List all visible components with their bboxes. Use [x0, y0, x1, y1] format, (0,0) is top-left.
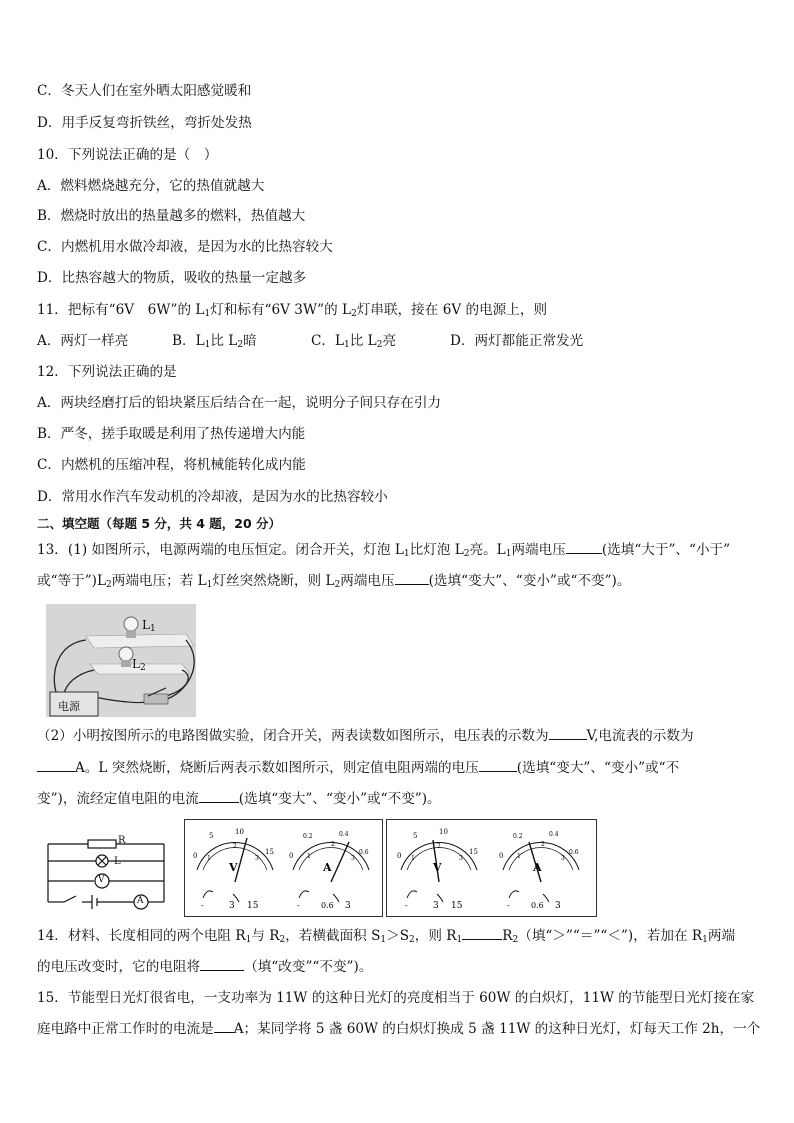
- q11-option-d: D．两灯都能正常发光: [450, 333, 584, 349]
- answer-blank[interactable]: [549, 726, 587, 740]
- schematic-label-l: L: [114, 856, 121, 867]
- photo-label-l2: $L_2$: [132, 657, 146, 673]
- svg-text:0.6: 0.6: [321, 901, 334, 910]
- meters-after: [386, 819, 597, 917]
- answer-blank[interactable]: [200, 957, 244, 971]
- q15-line1: 15．节能型日光灯很省电，一支功率为 11W 的这种日光灯的亮度相当于 60W 的白炽灯，11W 的节能型日光灯接在家: [37, 990, 755, 1006]
- svg-text:1: 1: [517, 853, 521, 860]
- q10-option-d: D．比热容越大的物质，吸收的热量一定越多: [37, 270, 307, 286]
- svg-text:15: 15: [469, 848, 478, 856]
- q13-part2-line2: A。L 突然烧断，烧断后两表示数如图所示，则定值电阻两端的电压 (选填“变大”、“变小”或“不: [37, 758, 679, 778]
- svg-text:10: 10: [439, 828, 448, 836]
- svg-text:15: 15: [247, 901, 259, 911]
- svg-text:3: 3: [229, 901, 235, 911]
- svg-text:3: 3: [351, 855, 355, 862]
- q11-option-b: B．$L_1$比 $L_2$暗: [172, 333, 257, 350]
- svg-text:2: 2: [437, 843, 441, 850]
- ammeter-after: [495, 824, 587, 916]
- svg-text:0.6: 0.6: [569, 849, 579, 856]
- svg-text:-: -: [405, 901, 408, 910]
- svg-text:3: 3: [555, 901, 561, 911]
- q12-option-d: D．常用水作汽车发动机的冷却液，是因为水的比热容较小: [37, 489, 388, 505]
- circuit-photo: [46, 604, 196, 717]
- q13-part2-line3: 变”)，流经定值电阻的电流 (选填“变大”、“变小”或“不变”)。: [37, 791, 441, 807]
- q14-line1: 14．材料、长度相同的两个电阻 $R_1$与 $R_2$，若横截面积 $S_1>S_2$，则 $R_1$ $R_2$（填“＞”“＝”“＜”)，若加在 $R_1$两端: [37, 928, 736, 945]
- q11-option-a: A．两灯一样亮: [37, 333, 129, 349]
- q15-line2: 庭电路中正常工作时的电流是 A；某同学将 5 盏 60W 的白炽灯换成 5 盏 11W 的这种日光灯，灯每天工作 2h，一个: [37, 1021, 761, 1037]
- section-title: 二、填空题（每题 5 分，共 4 题，20 分）: [37, 516, 282, 531]
- voltmeter-dial: [393, 824, 485, 912]
- ammeter-dial: [285, 824, 377, 912]
- answer-blank[interactable]: [199, 789, 239, 803]
- q10-option-c: C．内燃机用水做冷却液，是因为水的比热容较大: [37, 239, 333, 255]
- q12-option-b: B．严冬，搓手取暖是利用了热传递增大内能: [37, 426, 306, 442]
- ammeter-before: [285, 824, 377, 916]
- svg-text:5: 5: [413, 832, 418, 840]
- schematic-label-r: R: [118, 835, 126, 846]
- q10-stem: 10．下列说法正确的是（ ）: [37, 147, 218, 163]
- svg-text:-: -: [507, 901, 510, 910]
- q13-part2-line1: （2）小明按图所示的电路图做实验，闭合开关，两表读数如图所示，电压表的示数为 V,电流表的示数为: [37, 728, 694, 744]
- svg-text:A: A: [533, 861, 542, 874]
- q9-option-d: D．用手反复弯折铁丝，弯折处发热: [37, 115, 252, 131]
- svg-text:2: 2: [331, 841, 335, 848]
- svg-text:3: 3: [433, 901, 439, 911]
- svg-text:15: 15: [451, 901, 463, 911]
- ammeter-letter: A: [323, 861, 332, 874]
- svg-text:V: V: [433, 861, 442, 874]
- svg-text:-: -: [297, 901, 300, 910]
- q12-option-a: A．两块经磨打后的铅块紧压后结合在一起，说明分子间只存在引力: [37, 395, 442, 411]
- svg-text:1: 1: [207, 855, 211, 862]
- svg-text:0: 0: [397, 852, 402, 860]
- q13-part1-line1: 13．(1) 如图所示，电源两端的电压恒定。闭合开关，灯泡 $L_1$比灯泡 $L_2$亮。$L_1$两端电压 (选填“大于”、“小于”: [37, 542, 731, 559]
- answer-blank[interactable]: [214, 1019, 234, 1033]
- svg-text:0: 0: [499, 852, 504, 860]
- answer-blank[interactable]: [395, 571, 429, 585]
- svg-text:0: 0: [289, 852, 294, 860]
- svg-text:2: 2: [541, 841, 545, 848]
- q11-option-c: C．$L_1$比 $L_2$亮: [311, 333, 397, 350]
- q13-part1-line2: 或“等于$”)L_2$两端电压；若 $L_1$灯丝突然烧断，则 $L_2$两端电压 (选填“变大”、“变小”或“不变”)。: [37, 573, 631, 590]
- photo-label-l1: $L_1$: [142, 618, 156, 634]
- svg-text:0.4: 0.4: [339, 831, 349, 838]
- voltmeter-before: [189, 824, 281, 916]
- svg-text:0: 0: [193, 852, 198, 860]
- svg-text:-: -: [201, 901, 204, 910]
- svg-text:0.4: 0.4: [549, 831, 559, 838]
- svg-text:2: 2: [233, 843, 237, 850]
- svg-text:3: 3: [345, 901, 351, 911]
- q11-options: [37, 331, 583, 355]
- svg-text:3: 3: [255, 855, 259, 862]
- schematic-voltmeter-label: V: [98, 875, 105, 885]
- svg-text:3: 3: [561, 855, 565, 862]
- circuit-schematic: [42, 832, 170, 912]
- q10-option-b: B．燃烧时放出的热量越多的燃料，热值越大: [37, 208, 306, 224]
- svg-text:5: 5: [209, 832, 214, 840]
- voltmeter-dial: [189, 824, 281, 912]
- ammeter-dial: [495, 824, 587, 912]
- svg-text:0.6: 0.6: [531, 901, 544, 910]
- q12-option-c: C．内燃机的压缩冲程，将机械能转化成内能: [37, 457, 306, 473]
- svg-text:1: 1: [307, 853, 311, 860]
- answer-blank[interactable]: [37, 758, 75, 772]
- answer-blank[interactable]: [479, 758, 517, 772]
- svg-text:10: 10: [235, 828, 244, 836]
- q9-option-c: C．冬天人们在室外晒太阳感觉暖和: [37, 83, 252, 99]
- svg-text:0.2: 0.2: [303, 833, 313, 840]
- answer-blank[interactable]: [566, 540, 602, 554]
- meters-before: [184, 819, 383, 917]
- photo-label-source: 电源: [58, 700, 80, 713]
- schematic-ammeter-label: A: [137, 896, 144, 906]
- voltmeter-letter: V: [229, 861, 238, 874]
- q10-option-a: A．燃料燃烧越充分，它的热值就越大: [37, 178, 265, 194]
- answer-blank[interactable]: [462, 926, 502, 940]
- svg-text:1: 1: [411, 855, 415, 862]
- q14-line2: 的电压改变时，它的电阻将 （填“改变”“不变”)。: [37, 959, 373, 975]
- svg-text:3: 3: [459, 855, 463, 862]
- svg-text:15: 15: [265, 848, 274, 856]
- voltmeter-after: [393, 824, 485, 916]
- circuit-schematic-drawing: [42, 832, 170, 912]
- q12-stem: 12．下列说法正确的是: [37, 364, 177, 380]
- q11-stem: 11．把标有“6V 6W”的 $L_1$灯和标有“6V 3W”的 $L_2$灯串联，接在 6V 的电源上，则: [37, 302, 548, 319]
- svg-text:0.6: 0.6: [359, 849, 369, 856]
- svg-text:0.2: 0.2: [513, 833, 523, 840]
